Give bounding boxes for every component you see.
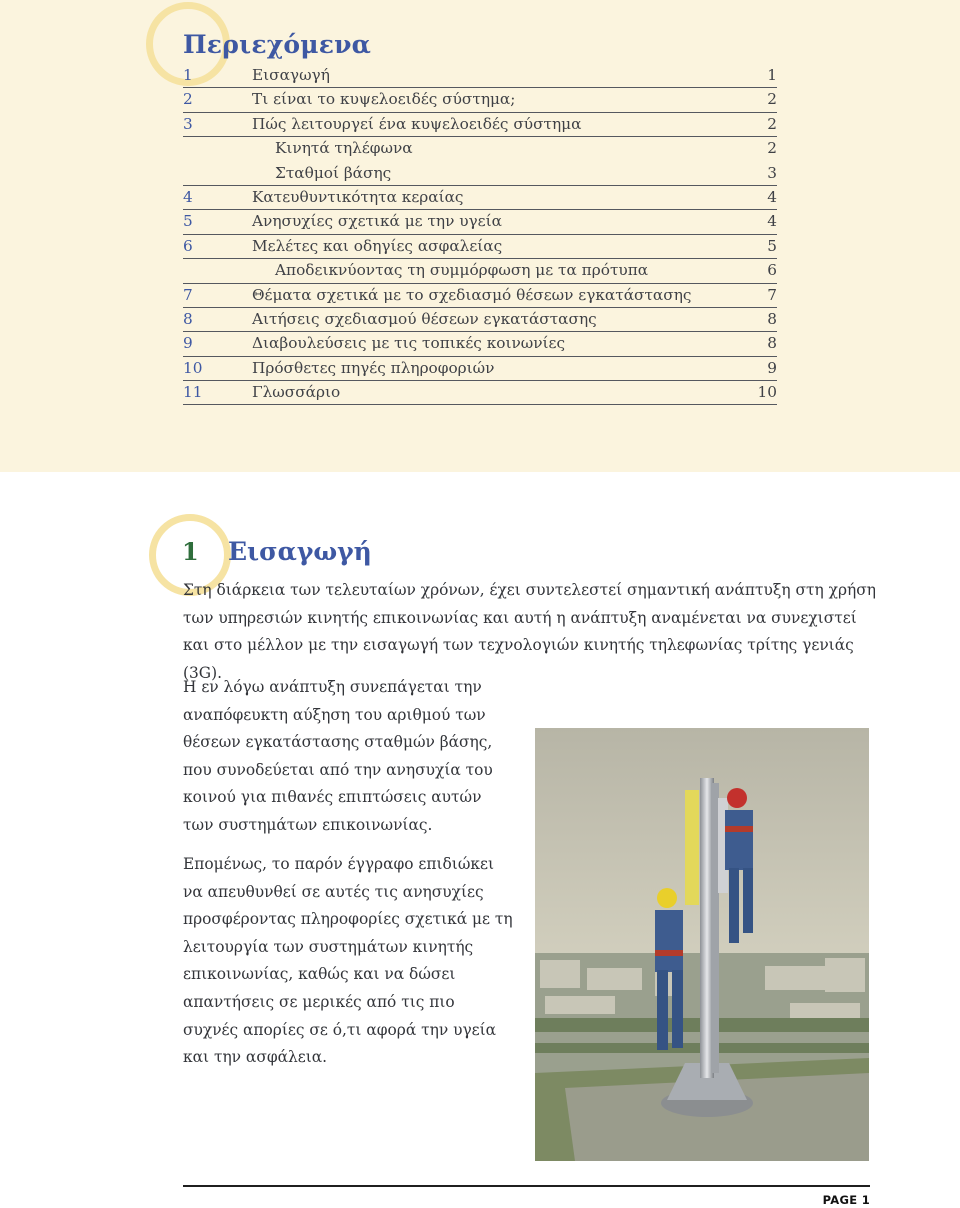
- toc-number: 8: [183, 309, 193, 328]
- footer-rule: [183, 1185, 870, 1187]
- toc-entry[interactable]: [183, 64, 777, 88]
- toc-entry[interactable]: [183, 113, 777, 137]
- toc-label: Πρόσθετες πηγές πληροφοριών: [252, 358, 495, 377]
- toc-list: [183, 64, 777, 405]
- toc-page: 4: [767, 212, 777, 231]
- toc-label: Γλωσσάριο: [252, 383, 341, 402]
- toc-page: 1: [767, 66, 777, 84]
- antenna-workers-photo: [535, 728, 869, 1161]
- toc-page: 2: [767, 90, 777, 109]
- toc-entry[interactable]: [183, 332, 777, 356]
- toc-entry[interactable]: [183, 235, 777, 259]
- toc-number: 6: [183, 236, 193, 255]
- toc-page: 9: [767, 358, 777, 377]
- toc-number: 9: [183, 334, 193, 353]
- toc-label: Μελέτες και οδηγίες ασφαλείας: [252, 236, 503, 255]
- toc-entry[interactable]: [183, 308, 777, 332]
- toc-label: Πώς λειτουργεί ένα κυψελοειδές σύστημα: [252, 114, 582, 133]
- toc-page: 4: [767, 187, 777, 206]
- toc-number: 3: [183, 114, 193, 133]
- toc-number: 10: [183, 358, 203, 377]
- toc-number: 2: [183, 90, 193, 109]
- toc-page: 2: [767, 139, 777, 158]
- toc-label: Σταθμοί βάσης: [275, 163, 392, 182]
- toc-number: 7: [183, 285, 193, 304]
- toc-page: 7: [767, 285, 777, 304]
- toc-subentry[interactable]: [183, 259, 777, 283]
- toc-label: Αιτήσεις σχεδιασμού θέσεων εγκατάστασης: [252, 309, 597, 328]
- toc-page: 10: [757, 383, 777, 402]
- toc-label: Τι είναι το κυψελοειδές σύστημα;: [252, 90, 516, 109]
- section-number: 1: [182, 537, 199, 566]
- page-number: PAGE 1: [822, 1193, 870, 1207]
- toc-title: Περιεχόμενα: [183, 30, 372, 59]
- body-paragraph: Επομένως, το παρόν έγγραφο επιδιώκει να απευθυνθεί σε αυτές τις ανησυχίες προσφέροντας πληροφορίες σχετικά με τη λειτουργία των συστημάτων κινητής επικοινωνίας, καθώς και να δώσει απαντήσεις σε μερικές από τις πιο συχνές απορίες σε ό,τι αφορά την υγεία και την ασφάλεια.: [183, 855, 513, 1067]
- toc-page: 5: [767, 236, 777, 255]
- toc-number: 11: [183, 383, 203, 402]
- toc-page: 2: [767, 114, 777, 133]
- toc-page: 6: [767, 261, 777, 280]
- toc-label: Κατευθυντικότητα κεραίας: [252, 187, 464, 206]
- toc-label: Κινητά τηλέφωνα: [275, 139, 413, 158]
- toc-label: Ανησυχίες σχετικά με την υγεία: [252, 212, 502, 231]
- toc-label: Αποδεικνύοντας τη συμμόρφωση με τα πρότυπα: [275, 261, 649, 280]
- intro-paragraph: Στη διάρκεια των τελευταίων χρόνων, έχει συντελεστεί σημαντική ανάπτυξη στη χρήση των υπηρεσιών κινητής επικοινωνίας και αυτή η ανάπτυξη αναμένεται να συνεχιστεί και στο μέλλον με την εισαγωγή των τεχνολογιών κινητής τηλεφωνίας τρίτης γενιάς (3G).: [183, 581, 876, 683]
- toc-entry[interactable]: [183, 357, 777, 381]
- toc-entry[interactable]: [183, 210, 777, 234]
- toc-label: Θέματα σχετικά με το σχεδιασμό θέσεων εγκατάστασης: [252, 285, 692, 304]
- toc-page: 8: [767, 334, 777, 353]
- toc-entry[interactable]: [183, 381, 777, 405]
- toc-number: 4: [183, 187, 193, 206]
- toc-label: Διαβουλεύσεις με τις τοπικές κοινωνίες: [252, 334, 566, 353]
- toc-label: Εισαγωγή: [252, 66, 330, 84]
- body-paragraph: Η εν λόγω ανάπτυξη συνεπάγεται την αναπόφευκτη αύξηση του αριθμού των θέσεων εγκατάστασης σταθμών βάσης, που συνοδεύεται από την ανησυχία του κοινού για πιθανές επιπτώσεις αυτών των συστημάτων επικοινωνίας.: [183, 678, 493, 834]
- toc-number: 1: [183, 66, 193, 84]
- toc-page: 8: [767, 309, 777, 328]
- section-title: Εισαγωγή: [228, 537, 372, 566]
- toc-subentry[interactable]: [183, 137, 777, 161]
- toc-entry[interactable]: [183, 284, 777, 308]
- toc-number: 5: [183, 212, 193, 231]
- toc-entry[interactable]: [183, 88, 777, 112]
- toc-page: 3: [767, 163, 777, 182]
- toc-entry[interactable]: [183, 186, 777, 210]
- toc-subentry[interactable]: [183, 162, 777, 186]
